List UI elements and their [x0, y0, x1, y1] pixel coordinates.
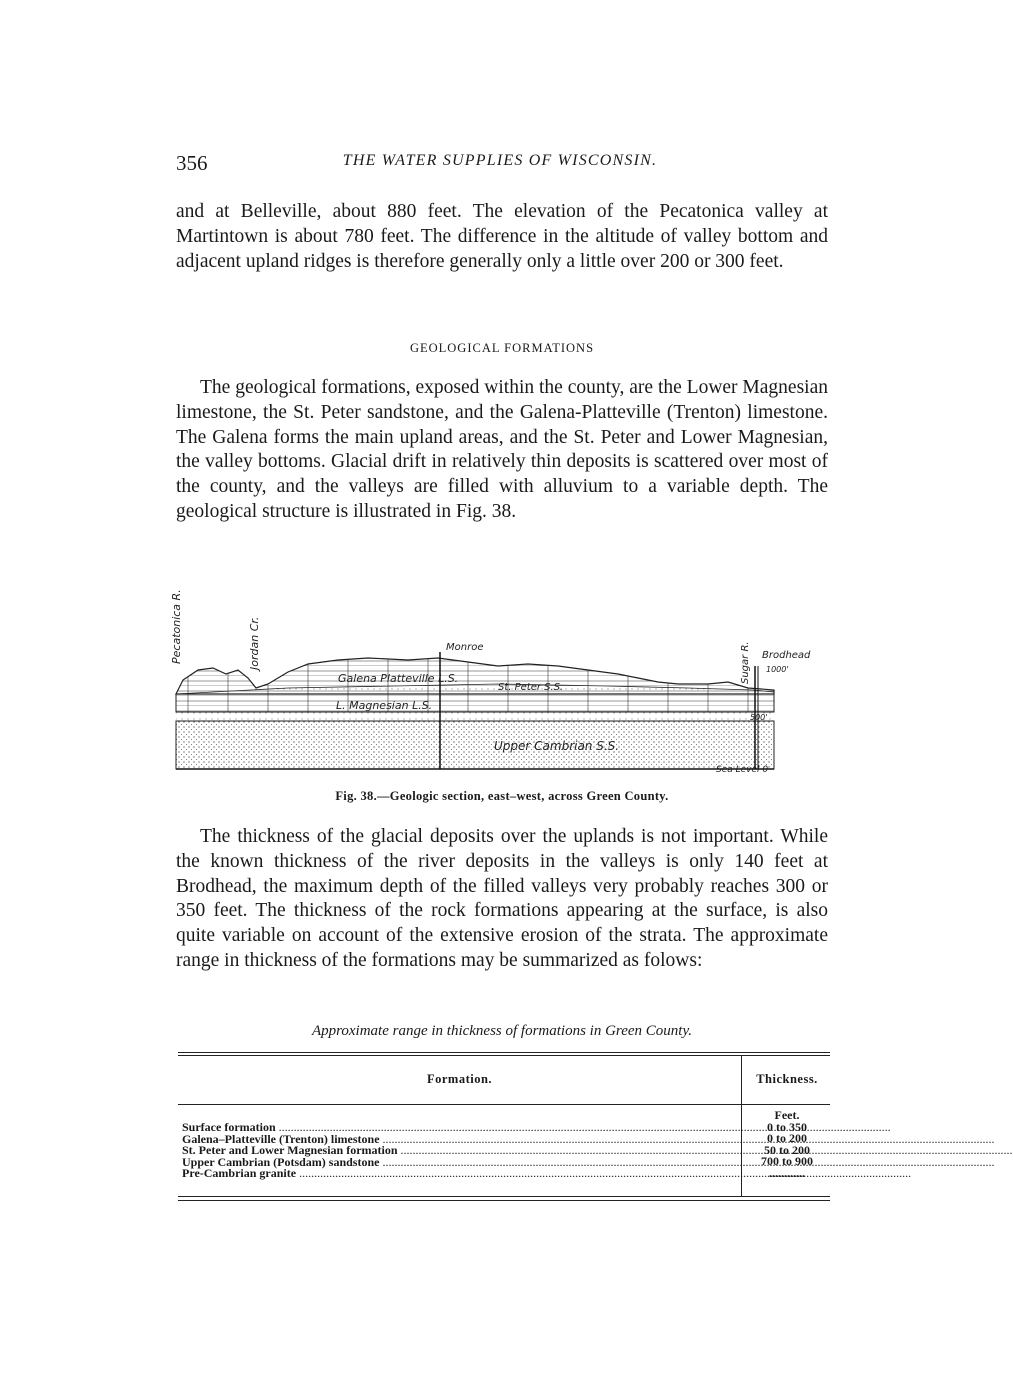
label-magnesian: L. Magnesian L.S. [336, 699, 433, 712]
table-rule-top-2 [178, 1055, 830, 1056]
table-rule-header [178, 1104, 830, 1105]
paragraph-1 [176, 200, 828, 274]
table-row-thickness: 0 to 200 [767, 1131, 807, 1146]
thickness-unit: Feet. [774, 1108, 800, 1122]
table-rule-bottom [178, 1196, 830, 1197]
table-rule-top [178, 1052, 830, 1053]
figure-caption: Fig. 38.—Geologic section, east–west, across Green County. [335, 789, 669, 803]
upper-cambrian-layer [176, 721, 774, 769]
table-row-formation: Upper Cambrian (Potsdam) sandstone ..... [182, 1157, 744, 1169]
table-row-formation: Pre-Cambrian granite ..... [182, 1168, 744, 1180]
table-caption: Approximate range in thickness of formations in Green County. [311, 1023, 693, 1039]
running-title: THE WATER SUPPLIES OF WISCONSIN. [342, 152, 658, 169]
label-brodhead: Brodhead [762, 650, 811, 661]
table-rule-bottom-2 [178, 1200, 830, 1201]
table-row-thickness: ............ [769, 1165, 805, 1180]
paragraph-3-text: The thickness of the glacial deposits over the uplands is not important. While the known thickness of the river deposits in the valleys is only 140 feet at Brodhead, the maximum depth of the filled valleys very probably reaches 300 or 350 feet. The thickness of the rock formations appearing at the surface, is also quite variable on account of the extensive erosion of the strata. The approximate range in thickness of the formations may be summarized as folows: [176, 826, 828, 971]
formation-column [182, 1122, 744, 1180]
table-row-formation: St. Peter and Lower Magnesian formation ..... [182, 1145, 744, 1157]
paragraph-2 [176, 376, 828, 525]
thickness-column [744, 1110, 830, 1180]
label-sugar: Sugar R. [740, 641, 751, 684]
label-upper-cambrian: Upper Cambrian S.S. [494, 739, 620, 753]
label-pecatonica: Pecatonica R. [170, 589, 183, 664]
label-1000: 1000' [766, 665, 789, 674]
label-galena: Galena Platteville L.S. [338, 672, 459, 685]
header-formation: Formation. [426, 1072, 493, 1086]
paragraph-3 [176, 825, 828, 974]
table-row-thickness: 700 to 900 [761, 1154, 813, 1169]
table-row-formation: Surface formation ..... [182, 1122, 744, 1134]
thickness-table [178, 1052, 830, 1212]
galena-platteville-layer [176, 658, 774, 694]
table-row-formation: Galena–Platteville (Trenton) limestone ..... [182, 1134, 744, 1146]
page-number: 356 [176, 151, 208, 175]
header-thickness: Thickness. [756, 1072, 818, 1086]
label-monroe: Monroe [446, 642, 484, 653]
label-st-peter: St. Peter S.S. [498, 682, 564, 693]
paragraph-1-text: and at Belleville, about 880 feet. The elevation of the Pecatonica valley at Martintown is about 780 feet. The difference in the altitude of valley bottom and adjacent upland ridges is therefore generally only a little over 200 or 300 feet. [176, 201, 828, 272]
label-jordan: Jordan Cr. [248, 616, 261, 670]
geologic-section-figure [168, 566, 811, 776]
label-sea-level: Sea Level 0 [716, 765, 769, 775]
label-500: 500' [750, 713, 768, 722]
table-row-thickness: 50 to 200 [764, 1142, 810, 1157]
table-row-thickness: 0 to 350 [767, 1119, 807, 1134]
paragraph-2-text: The geological formations, exposed within the county, are the Lower Magnesian limestone, the St. Peter sandstone, and the Galena-Platteville (Trenton) limestone. The Galena forms the main upland areas, and the St. Peter and Lower Magnesian, the valley bottoms. Glacial drift in relatively thin deposits is scattered over most of the county, and the valleys are filled with alluvium to a variable depth. The geological structure is illustrated in Fig. 38. [176, 377, 828, 522]
section-heading: GEOLOGICAL FORMATIONS [409, 341, 595, 355]
lower-magnesian-layer [176, 694, 774, 712]
